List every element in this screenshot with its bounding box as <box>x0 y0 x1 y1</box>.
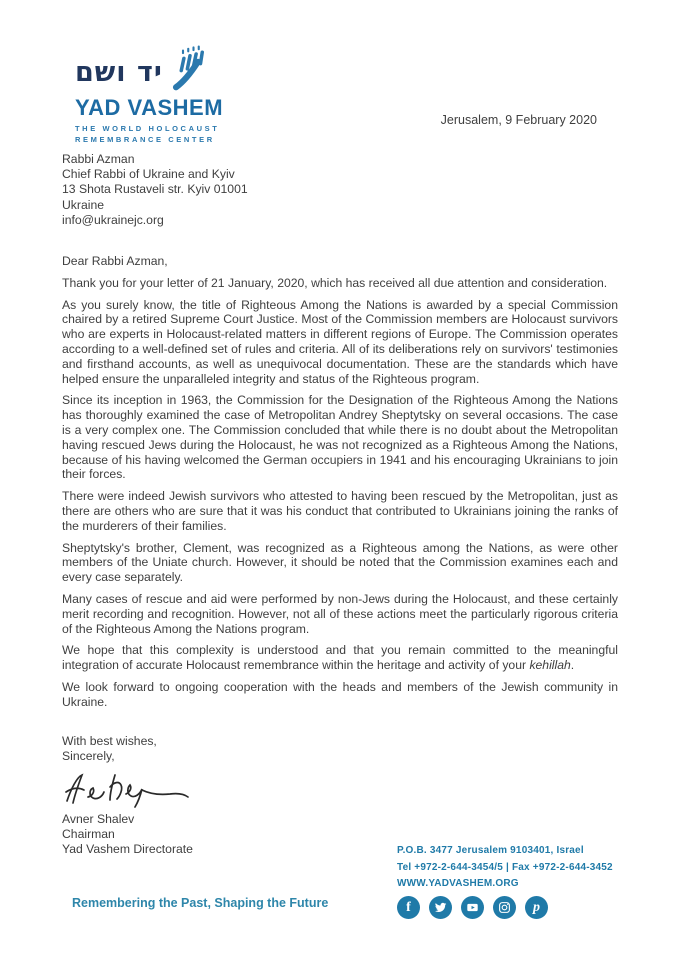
signer-title: Chairman <box>62 827 115 842</box>
letterhead <box>75 45 597 146</box>
pinterest-icon: p <box>525 896 548 919</box>
dateline: Jerusalem, 9 February 2020 <box>440 113 597 127</box>
signer-name: Avner Shalev <box>62 811 135 826</box>
facebook-icon: f <box>397 896 420 919</box>
recipient-street: 13 Shota Rustaveli str. Kyiv 01001 <box>62 182 248 197</box>
paragraph-3: Since its inception in 1963, the Commission for the Designation of the Righteous Among the Nations has thoroughly examined the case of Metropolitan Andrey Sheptytsky on several occasions. The case is a very complex one. The Commission concluded that while there is no doubt about the Metropolitan having rescued Jews during the Holocaust, he was not recognized as a Righteous Among the Nations, because of his having welcomed the German occupiers in 1941 and his encouraging Ukrainians to join their forces. <box>62 393 618 482</box>
menorah-icon <box>169 45 211 96</box>
footer-phone-fax: Tel +972-2-644-3454/5 | Fax +972-2-644-3452 <box>397 861 613 873</box>
paragraph-7-period: . <box>570 658 575 673</box>
instagram-icon <box>493 896 516 919</box>
footer-tagline: Remembering the Past, Shaping the Future <box>72 896 329 910</box>
recipient-name: Rabbi Azman <box>62 152 135 166</box>
footer-website: WWW.YADVASHEM.ORG <box>397 878 519 889</box>
paragraph-5: Sheptytsky's brother, Clement, was recognized as a Righteous among the Nations, as were other members of the Uniate church. However, it should be noted that the Commission examines each and every case separately. <box>62 540 618 585</box>
footer-contact-block <box>397 843 613 893</box>
social-icons-row <box>397 896 548 919</box>
closing-block <box>62 734 618 858</box>
youtube-icon <box>461 896 484 919</box>
logo-hebrew-text: יד ושם <box>75 57 163 88</box>
yad-vashem-logo <box>75 45 225 146</box>
paragraph-4: There were indeed Jewish survivors who attested to having been rescued by the Metropolitan, just as there are others who are sure that it was his conduct that contributed to Ukrainians joining the ranks of the murderers of their families. <box>62 489 618 533</box>
letter-body <box>62 152 618 858</box>
paragraph-8: We look forward to ongoing cooperation with the heads and members of the Jewish community in Ukraine. <box>62 679 618 709</box>
paragraph-7-text: We hope that this complexity is understood and that you remain committed to the meaningful integration of accurate Holocaust remembrance within the heritage and activity of your <box>62 643 618 673</box>
recipient-country: Ukraine <box>62 197 104 212</box>
signer-org: Yad Vashem Directorate <box>62 842 193 857</box>
handwritten-signature <box>62 767 618 811</box>
footer-address: P.O.B. 3477 Jerusalem 9103401, Israel <box>397 845 584 856</box>
recipient-title: Chief Rabbi of Ukraine and Kyiv <box>62 167 235 182</box>
twitter-icon <box>429 896 452 919</box>
recipient-email: info@ukrainejc.org <box>62 212 164 227</box>
paragraph-1: Thank you for your letter of 21 January, 2020, which has received all due attention and consideration. <box>62 275 608 290</box>
logo-subtitle-line1: THE WORLD HOLOCAUST <box>75 124 220 133</box>
recipient-address <box>62 152 618 228</box>
paragraph-6: Many cases of rescue and aid were performed by non-Jews during the Holocaust, and these certainly merit recording and recognition. However, not all of these actions meet the particularly rigorous criteria of the Righteous Among the Nations program. <box>62 591 618 636</box>
closing-sincerely: Sincerely, <box>62 748 115 763</box>
paragraph-2: As you surely know, the title of Righteous Among the Nations is awarded by a special Commission chaired by a retired Supreme Court Justice. Most of the Commission members are Holocaust survivors who are experts in Holocaust-related matters in different regions of Europe. The Commission operates according to a well-defined set of rules and criteria. All of its deliberations rely on survivors' testimonies and firsthand accounts, as well as unequivocal documentation. These are the standards which have helped ensure the unparalleled integrity and status of the Righteous program. <box>62 297 618 386</box>
closing-wishes: With best wishes, <box>62 733 157 748</box>
paragraph-7-kehillah: kehillah <box>529 658 571 673</box>
paragraph-7 <box>62 643 618 673</box>
logo-latin-name: YAD VASHEM <box>75 95 224 120</box>
salutation: Dear Rabbi Azman, <box>62 254 168 269</box>
logo-subtitle-line2: REMEMBRANCE CENTER <box>75 135 215 145</box>
